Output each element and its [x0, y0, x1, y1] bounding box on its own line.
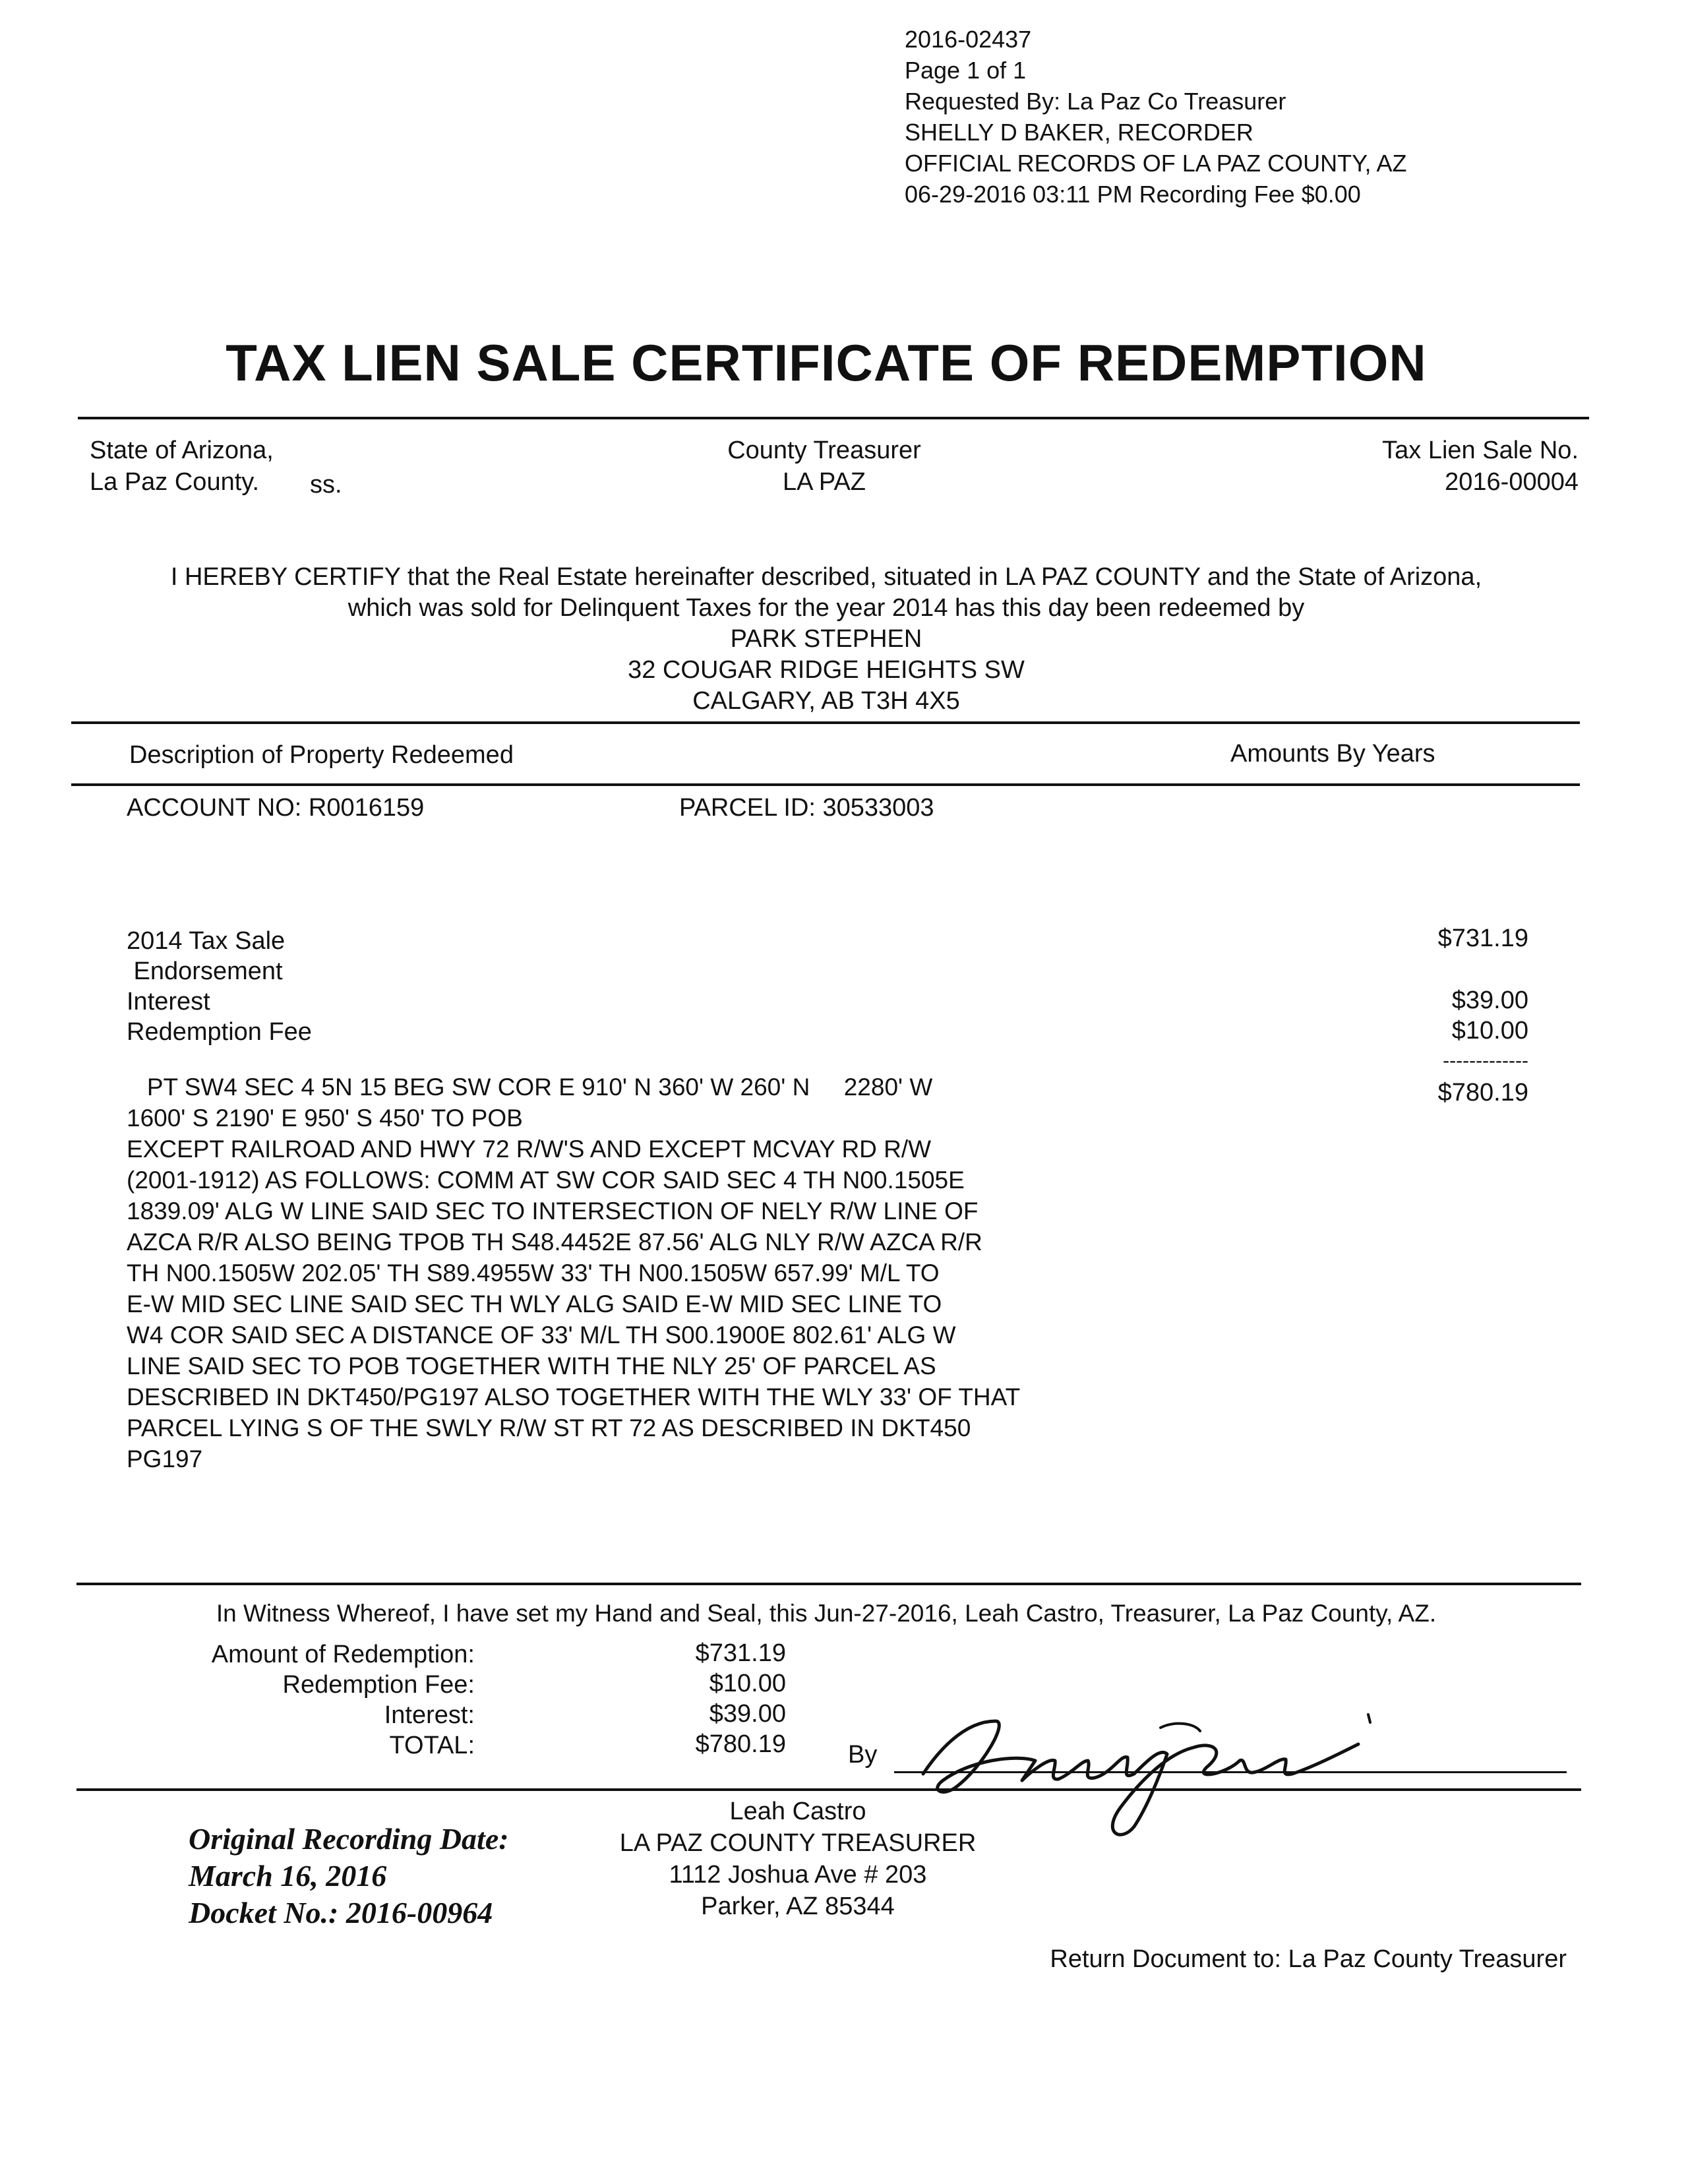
col-header-description: Description of Property Redeemed — [129, 741, 514, 769]
legal-description — [127, 1072, 1020, 1474]
recorder-name: SHELLY D BAKER, RECORDER — [905, 119, 1253, 146]
account-number: ACCOUNT NO: R0016159 — [127, 794, 425, 822]
treasurer-label: County Treasurer — [727, 437, 921, 464]
table-top-divider — [71, 721, 1580, 724]
witness-bottom-divider — [76, 1788, 1581, 1791]
ss-mark: ss. — [310, 471, 342, 499]
legal-line: LINE SAID SEC TO POB TOGETHER WITH THE NLY 25' OF PARCEL AS — [127, 1352, 936, 1380]
original-docket-number: Docket No.: 2016-00964 — [189, 1896, 493, 1929]
line-item-redemption-fee-amount: $10.00 — [1451, 1017, 1528, 1045]
line-item-tax-sale: 2014 Tax Sale — [127, 927, 286, 955]
summary-value-redemption: $731.19 — [695, 1639, 786, 1667]
summary-label-total: TOTAL: — [389, 1732, 475, 1759]
parcel-id: PARCEL ID: 30533003 — [679, 794, 934, 822]
recording-datetime-fee: 06-29-2016 03:11 PM Recording Fee $0.00 — [905, 181, 1361, 208]
page-count: Page 1 of 1 — [905, 57, 1027, 84]
treasurer-address-1: 1112 Joshua Ave # 203 — [669, 1861, 927, 1889]
witness-top-divider — [76, 1583, 1581, 1585]
title-divider — [78, 417, 1589, 419]
recording-stamp — [905, 24, 1406, 210]
summary-value-interest: $39.00 — [709, 1700, 786, 1728]
legal-line: E-W MID SEC LINE SAID SEC TH WLY ALG SAID E-W MID SEC LINE TO — [127, 1290, 942, 1318]
certification-line-2: which was sold for Delinquent Taxes for the year 2014 has this day been redeemed by — [347, 594, 1305, 622]
line-item-tax-sale-amount: $731.19 — [1437, 925, 1528, 952]
redeemer-name: PARK STEPHEN — [730, 625, 922, 653]
requested-by: Requested By: La Paz Co Treasurer — [905, 88, 1286, 115]
table-header-divider — [71, 783, 1580, 786]
legal-line: PARCEL LYING S OF THE SWLY R/W ST RT 72 AS DESCRIBED IN DKT450 — [127, 1414, 971, 1441]
redeemer-address-1: 32 COUGAR RIDGE HEIGHTS SW — [628, 656, 1025, 684]
document-number: 2016-02437 — [905, 26, 1032, 53]
sale-no: 2016-00004 — [1445, 468, 1579, 496]
legal-line: TH N00.1505W 202.05' TH S89.4955W 33' TH N00.1505W 657.99' M/L TO — [127, 1259, 940, 1287]
by-label: By — [848, 1741, 878, 1769]
line-item-interest-amount: $39.00 — [1451, 986, 1528, 1014]
line-item-endorsement: Endorsement — [127, 957, 283, 985]
legal-line: DESCRIBED IN DKT450/PG197 ALSO TOGETHER WITH THE WLY 33' OF THAT — [127, 1383, 1021, 1410]
summary-label-interest: Interest: — [384, 1701, 475, 1729]
line-item-interest: Interest — [127, 988, 210, 1016]
summary-value-fee: $10.00 — [709, 1670, 786, 1697]
legal-line: W4 COR SAID SEC A DISTANCE OF 33' M/L TH S00.1900E 802.61' ALG W — [127, 1321, 956, 1349]
original-recording-label: Original Recording Date: — [189, 1822, 509, 1856]
return-document-to: Return Document to: La Paz County Treasurer — [1050, 1945, 1567, 1973]
treasurer-name: Leah Castro — [729, 1798, 866, 1825]
legal-line: 1600' S 2190' E 950' S 450' TO POB — [127, 1105, 523, 1132]
summary-value-total: $780.19 — [695, 1730, 786, 1758]
official-records: OFFICIAL RECORDS OF LA PAZ COUNTY, AZ — [905, 150, 1407, 177]
document-title: TAX LIEN SALE CERTIFICATE OF REDEMPTION — [226, 334, 1427, 392]
legal-line: (2001-1912) AS FOLLOWS: COMM AT SW COR SAID SEC 4 TH N00.1505E — [127, 1167, 965, 1194]
redeemer-address-2: CALGARY, AB T3H 4X5 — [692, 687, 960, 715]
treasurer-county: LA PAZ — [782, 468, 866, 496]
legal-line: PG197 — [127, 1445, 203, 1472]
witness-statement: In Witness Whereof, I have set my Hand and Seal, this Jun-27-2016, Leah Castro, Treasurer, La Paz County, AZ. — [216, 1600, 1437, 1627]
treasurer-office: LA PAZ COUNTY TREASURER — [619, 1829, 977, 1857]
county-line: La Paz County. — [90, 468, 260, 496]
certification-line-1: I HEREBY CERTIFY that the Real Estate hereinafter described, situated in LA PAZ COUNTY and the State of Arizona, — [170, 563, 1482, 591]
sale-no-label: Tax Lien Sale No. — [1382, 437, 1579, 464]
total-amount: $780.19 — [1437, 1079, 1528, 1107]
state-line: State of Arizona, — [90, 437, 274, 464]
legal-line: EXCEPT RAILROAD AND HWY 72 R/W'S AND EXCEPT MCVAY RD R/W — [127, 1136, 932, 1163]
subtotal-rule: ------------- — [1443, 1050, 1528, 1072]
legal-line: AZCA R/R ALSO BEING TPOB TH S48.4452E 87.56' ALG NLY R/W AZCA R/R — [127, 1228, 982, 1256]
original-recording-date: March 16, 2016 — [189, 1859, 387, 1893]
treasurer-address-2: Parker, AZ 85344 — [701, 1893, 895, 1920]
line-item-redemption-fee: Redemption Fee — [127, 1018, 312, 1046]
legal-line: PT SW4 SEC 4 5N 15 BEG SW COR E 910' N 360' W 260' N 2280' W — [127, 1074, 933, 1101]
summary-label-redemption: Amount of Redemption: — [211, 1641, 475, 1668]
col-header-amounts: Amounts By Years — [1230, 740, 1435, 768]
legal-line: 1839.09' ALG W LINE SAID SEC TO INTERSECTION OF NELY R/W LINE OF — [127, 1198, 979, 1225]
summary-label-fee: Redemption Fee: — [282, 1671, 475, 1699]
